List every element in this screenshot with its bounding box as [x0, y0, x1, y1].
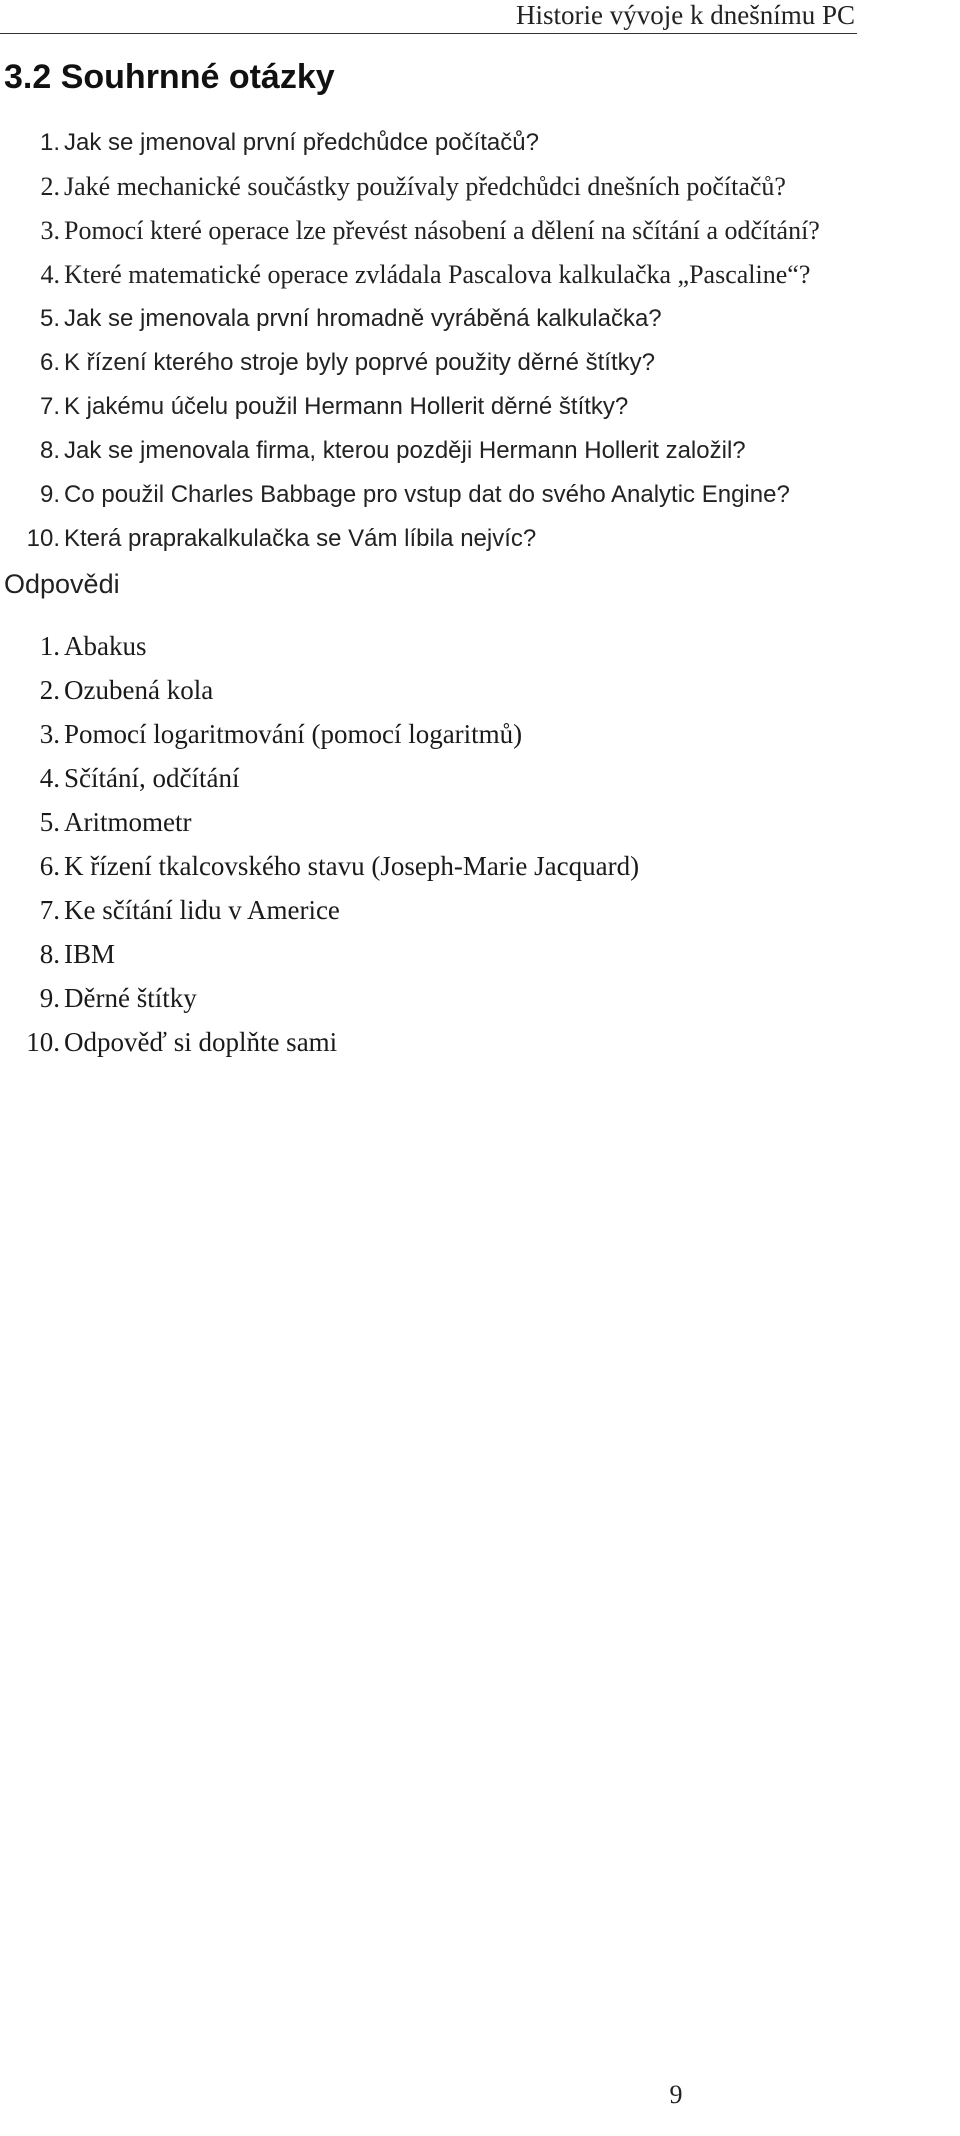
question-item	[0, 473, 820, 517]
answers-heading: Odpovědi	[4, 569, 120, 599]
answer-number: 3.	[39, 718, 60, 749]
running-header: Historie vývoje k dnešnímu PC	[516, 0, 855, 30]
question-text: Které matematické operace zvládala Pascalova kalkulačka „Pascaline“?	[64, 260, 811, 289]
answer-number: 5.	[39, 806, 60, 837]
question-number: 7.	[39, 393, 60, 420]
answer-number: 1.	[39, 630, 60, 661]
answer-text: IBM	[64, 938, 116, 969]
answer-number: 6.	[39, 850, 60, 881]
question-item	[0, 209, 820, 253]
question-number: 6.	[39, 349, 60, 376]
question-text: Jak se jmenovala firma, kterou později Hermann Hollerit založil?	[64, 437, 746, 464]
section-title: 3.2 Souhrnné otázky	[4, 58, 335, 96]
answer-number: 7.	[39, 894, 60, 925]
question-text: Co použil Charles Babbage pro vstup dat do svého Analytic Engine?	[64, 481, 790, 508]
answer-item	[0, 800, 639, 844]
question-item	[0, 253, 820, 297]
answer-number: 4.	[39, 762, 60, 793]
question-text: Jak se jmenovala první hromadně vyráběná kalkulačka?	[64, 305, 662, 332]
question-number: 9.	[39, 481, 60, 508]
answers-list	[0, 624, 639, 1064]
question-item	[0, 341, 820, 385]
answer-text: Aritmometr	[64, 806, 192, 837]
answer-text: Odpověď si doplňte sami	[64, 1026, 338, 1057]
answer-item	[0, 624, 639, 668]
answer-item	[0, 1020, 639, 1064]
question-text: Jaké mechanické součástky používaly předchůdci dnešních počítačů?	[64, 172, 786, 201]
answer-number: 9.	[39, 982, 60, 1013]
answer-number: 2.	[39, 674, 60, 705]
question-number: 4.	[40, 260, 60, 289]
question-item	[0, 121, 820, 165]
answer-item	[0, 844, 639, 888]
answer-item	[0, 976, 639, 1020]
answer-text: Pomocí logaritmování (pomocí logaritmů)	[64, 718, 523, 749]
questions-list	[0, 121, 820, 561]
answer-text: Abakus	[64, 630, 147, 661]
question-item	[0, 297, 820, 341]
question-number: 1.	[39, 129, 60, 156]
answer-number: 8.	[39, 938, 60, 969]
question-item	[0, 385, 820, 429]
question-number: 2.	[40, 172, 60, 201]
question-item	[0, 517, 820, 561]
question-number: 5.	[39, 305, 60, 332]
answer-item	[0, 668, 639, 712]
answer-text: Děrné štítky	[64, 982, 197, 1013]
question-number: 10.	[26, 525, 60, 552]
question-item	[0, 429, 820, 473]
question-text: K jakému účelu použil Hermann Hollerit děrné štítky?	[64, 393, 629, 420]
answer-item	[0, 712, 639, 756]
answer-item	[0, 888, 639, 932]
question-number: 8.	[39, 437, 60, 464]
answer-text: Sčítání, odčítání	[64, 762, 240, 793]
answer-number: 10.	[26, 1026, 60, 1057]
page-number-container	[0, 2080, 960, 2110]
question-number: 3.	[40, 216, 60, 245]
question-text: Která praprakalkulačka se Vám líbila nejvíc?	[64, 525, 537, 552]
question-text: Jak se jmenoval první předchůdce počítačů?	[64, 129, 539, 156]
page-number: 9	[669, 2080, 683, 2109]
header-rule	[0, 33, 857, 34]
answer-text: Ke sčítání lidu v Americe	[64, 894, 340, 925]
question-text: Pomocí které operace lze převést násobení a dělení na sčítání a odčítání?	[64, 216, 820, 245]
answer-item	[0, 756, 639, 800]
question-item	[0, 165, 820, 209]
answer-text: K řízení tkalcovského stavu (Joseph-Marie Jacquard)	[64, 850, 640, 881]
answer-text: Ozubená kola	[64, 674, 214, 705]
question-text: K řízení kterého stroje byly poprvé použity děrné štítky?	[64, 349, 655, 376]
answer-item	[0, 932, 639, 976]
